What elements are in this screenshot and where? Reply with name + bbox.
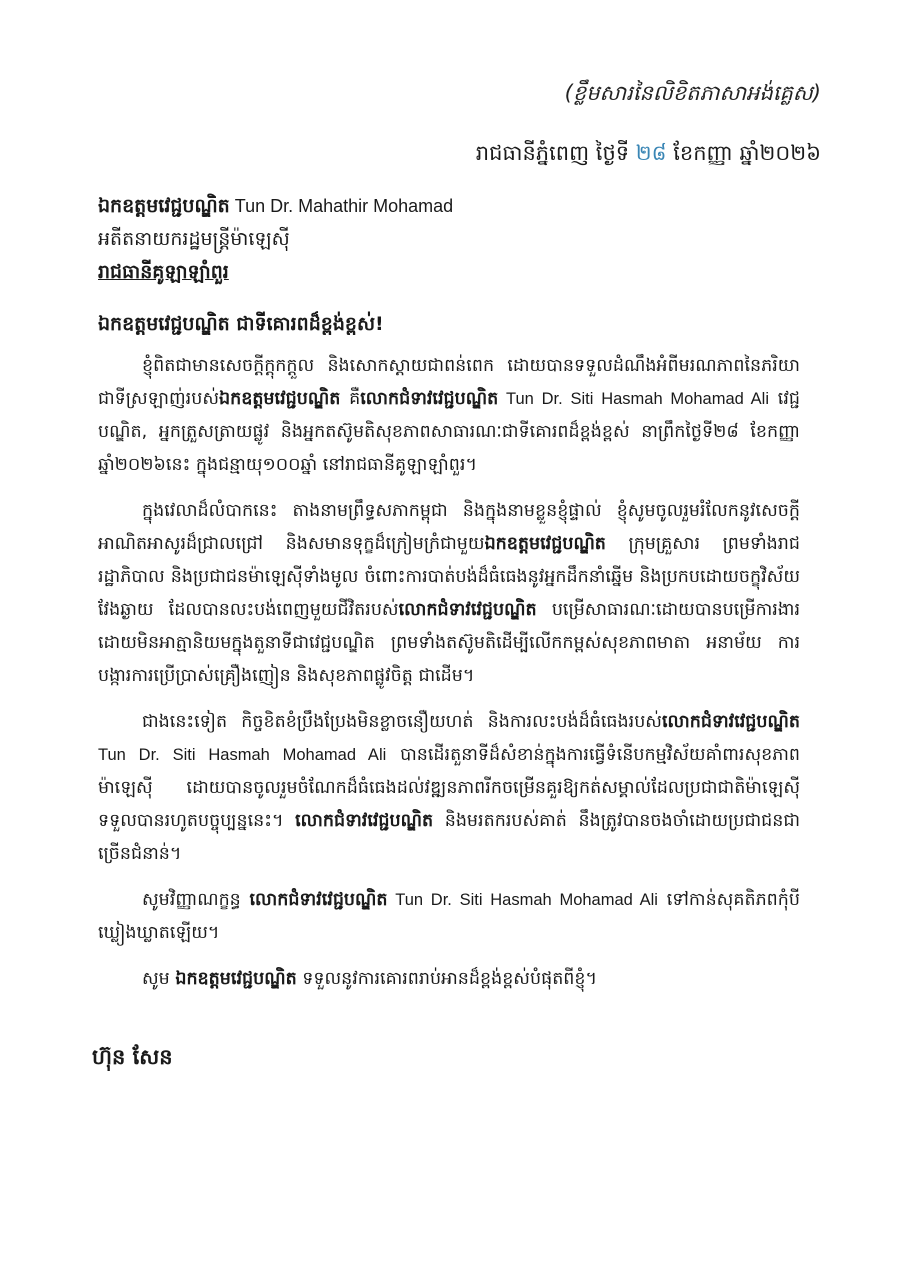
recipient-title: អតីតនាយករដ្ឋមន្រ្តីម៉ាឡេស៊ី (98, 228, 290, 250)
recipient-name: Tun Dr. Mahathir Mohamad (229, 196, 454, 216)
paragraph-2 (98, 495, 800, 693)
paragraph-4 (98, 884, 800, 950)
p5-honorific: ឯកឧត្តមវេជ្ជបណ្ឌិត (175, 969, 297, 989)
letter-date (476, 140, 821, 171)
date-day: ២៨ (635, 141, 667, 165)
p5-text: ទទួលនូវការគោរពរាប់អានដ៏ខ្ពង់ខ្ពស់បំផុតពីខ្ញុំ។ (296, 969, 598, 989)
paragraph-1 (98, 350, 800, 482)
p4-text: ទៅកាន់សុគតិភពកុំបីឃ្លៀងឃ្លាតឡើយ។ (98, 890, 800, 943)
p3-text: ជាងនេះទៀត កិច្ចខិតខំប្រឹងប្រែងមិនខ្លាចនឿយហត់ និងការលះបង់ដ៏ធំធេងរបស់ (142, 712, 662, 732)
p2-text: បម្រើសាធារណៈដោយបានបម្រើការងារដោយមិនអាត្មានិយមក្នុងតួនាទីជាវេជ្ជបណ្ឌិត ព្រមទាំងតស៊ូមតិដើម្បីលើកកម្ពស់សុខភាពមាតា អនាម័យ ការបង្ការការប្រើប្រាស់គ្រឿងញៀន និងសុខភាពផ្លូវចិត្ត ជាដើម។ (98, 600, 801, 686)
p3-honorific: លោកជំទាវវេជ្ជបណ្ឌិត (295, 811, 434, 831)
p1-text: ខ្ញុំពិតជាមានសេចក្តីក្តុកក្តួល និងសោកស្តាយជាពន់ពេក ដោយបានទទួលដំណឹងអំពីមរណភាពនៃភរិយាជាទីស្រឡាញ់របស់ (98, 356, 800, 409)
p5-text: សូម (142, 969, 176, 989)
p3-text: បានដើរតួនាទីដ៏សំខាន់ក្នុងការធ្វើទំនើបកម្មវិស័យគាំពារសុខភាពម៉ាឡេស៊ី ដោយបានចូលរួមចំណែកដ៏ធំធេងដល់វឌ្ឍនភាពរីកចម្រើនគួរឱ្យកត់សម្គាល់ដែលប្រជាជាតិម៉ាឡេស៊ីទទួលបានរហូតបច្ចុប្បន្ននេះ។ (98, 745, 801, 831)
recipient-name-line (98, 190, 818, 223)
p4-name: Tun Dr. Siti Hasmah Mohamad Ali (387, 891, 658, 909)
paragraph-5 (98, 963, 800, 996)
p2-text: ក្រុមគ្រួសារ ព្រមទាំងរាជរដ្ឋាភិបាល និងប្រជាជនម៉ាឡេស៊ីទាំងមូល ចំពោះការបាត់បង់ដ៏ធំធេងនូវអ្នកដឹកនាំឆ្នើម និងប្រកបដោយចក្ខុវិស័យវែងឆ្ងាយ ដែលបានលះបង់ពេញមួយជីវិតរបស់ (98, 534, 800, 620)
p1-name: Tun Dr. Siti Hasmah Mohamad Ali (498, 390, 770, 408)
p2-honorific: ឯកឧត្តមវេជ្ជបណ្ឌិត (484, 534, 606, 554)
p1-text: វេជ្ជបណ្ឌិត, អ្នកត្រួសត្រាយផ្លូវ និងអ្នកតស៊ូមតិសុខភាពសាធារណៈជាទីគោរពដ៏ខ្ពង់ខ្ពស់ នាព្រឹកថ្ងៃទី២៨ ខែកញ្ញា ឆ្នាំ២០២៦នេះ ក្នុងជន្មាយុ១០០ឆ្នាំ នៅរាជធានីគូឡាឡាំពួរ។ (98, 389, 800, 475)
salutation: ឯកឧត្តមវេជ្ជបណ្ឌិត ជាទីគោរពដ៏ខ្ពង់ខ្ពស់! (98, 313, 384, 335)
p4-honorific: លោកជំទាវវេជ្ជបណ្ឌិត (249, 890, 388, 910)
date-suffix: ខែកញ្ញា ឆ្នាំ២០២៦ (666, 141, 821, 165)
p3-text: និងមរតករបស់គាត់ នឹងត្រូវបានចងចាំដោយប្រជាជនជាច្រើនជំនាន់។ (98, 811, 800, 864)
p2-text: ក្នុងវេលាដ៏លំបាកនេះ តាងនាមព្រឹទ្ធសភាកម្ពុជា និងក្នុងនាមខ្លួនខ្ញុំផ្ទាល់ ខ្ញុំសូមចូលរួមរំលែកនូវសេចក្តីអាណិតអាសូរដ៏ជ្រាលជ្រៅ និងសមានទុក្ខដ៏ក្រៀមក្រំជាមួយ (98, 501, 800, 554)
paragraph-3 (98, 706, 800, 871)
recipient-city: រាជធានីគូឡាឡាំពួរ (98, 261, 229, 283)
date-prefix: រាជធានីភ្នំពេញ ថ្ងៃទី (475, 141, 636, 165)
p1-honorific: លោកជំទាវវេជ្ជបណ្ឌិត (360, 389, 499, 409)
recipient-block (98, 190, 818, 289)
recipient-honorific: ឯកឧត្តមវេជ្ជបណ្ឌិត (98, 195, 230, 217)
p3-name: Tun Dr. Siti Hasmah Mohamad Ali (98, 746, 387, 764)
p3-honorific: លោកជំទាវវេជ្ជបណ្ឌិត (661, 712, 800, 732)
p2-honorific: លោកជំទាវវេជ្ជបណ្ឌិត (398, 600, 537, 620)
signature-name: ហ៊ុន សែន (92, 1045, 173, 1069)
letter-body (98, 350, 800, 1009)
p1-honorific: ឯកឧត្តមវេជ្ជបណ្ឌិត (219, 389, 341, 409)
p1-text: គឺ (340, 389, 361, 409)
translation-note: (ខ្លឹមសារនៃលិខិតភាសាអង់គ្លេស) (564, 81, 821, 105)
p4-text: សូមវិញ្ញាណក្ខន្ធ (142, 890, 250, 910)
